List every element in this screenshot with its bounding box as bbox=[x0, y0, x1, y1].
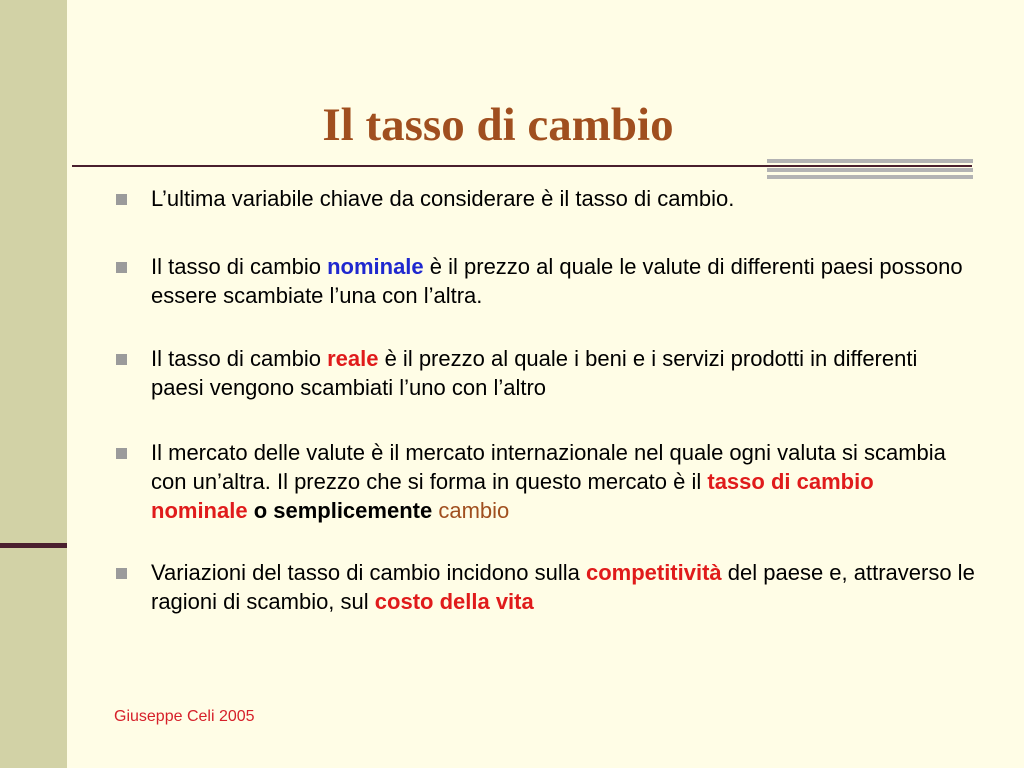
keyword-o-semplicemente: o semplicemente bbox=[247, 498, 433, 523]
bullet-item bbox=[115, 344, 975, 402]
keyword-reale: reale bbox=[327, 346, 379, 371]
bullet-text: è il prezzo al quale i beni e i servizi prodotti in differenti paesi vengono scambiati l’uno con l’altro bbox=[151, 346, 918, 400]
bullet-item bbox=[115, 252, 975, 310]
title-underline bbox=[72, 165, 972, 167]
bullet-text: Variazioni del tasso di cambio incidono sulla bbox=[151, 560, 586, 585]
bullet-list bbox=[115, 184, 975, 616]
keyword-competitivita: competitività bbox=[585, 560, 722, 585]
square-bullet-icon bbox=[116, 262, 127, 273]
decorative-bar bbox=[767, 175, 973, 179]
footer-author: Giuseppe Celi 2005 bbox=[114, 708, 255, 725]
bullet-text: L’ultima variabile chiave da considerare è il tasso di cambio. bbox=[151, 186, 735, 211]
keyword-tasso-di-cambio-nominale: tasso di cambio nominale bbox=[151, 469, 874, 523]
square-bullet-icon bbox=[116, 568, 127, 579]
square-bullet-icon bbox=[116, 448, 127, 459]
keyword-nominale: nominale bbox=[327, 254, 424, 279]
decorative-bar bbox=[767, 168, 973, 172]
bullet-item bbox=[115, 438, 975, 525]
decorative-bar bbox=[767, 159, 973, 163]
slide-title: Il tasso di cambio bbox=[322, 99, 674, 152]
bullet-text: Il tasso di cambio bbox=[151, 346, 328, 371]
sidebar-divider bbox=[0, 543, 67, 548]
square-bullet-icon bbox=[116, 194, 127, 205]
bullet-item bbox=[115, 184, 975, 213]
keyword-costo-della-vita: costo della vita bbox=[374, 589, 534, 614]
bullet-text: Il tasso di cambio bbox=[151, 254, 328, 279]
bullet-item bbox=[115, 558, 975, 616]
bullet-text: è il prezzo al quale le valute di differenti paesi possono essere scambiate l’una con l’altra. bbox=[151, 254, 963, 308]
keyword-cambio: cambio bbox=[432, 498, 510, 523]
bullet-text: del paese e, attraverso le ragioni di scambio, sul bbox=[151, 560, 975, 614]
bullet-text: Il mercato delle valute è il mercato internazionale nel quale ogni valuta si scambia con un’altra. Il prezzo che si forma in questo mercato è il bbox=[151, 440, 946, 494]
square-bullet-icon bbox=[116, 354, 127, 365]
